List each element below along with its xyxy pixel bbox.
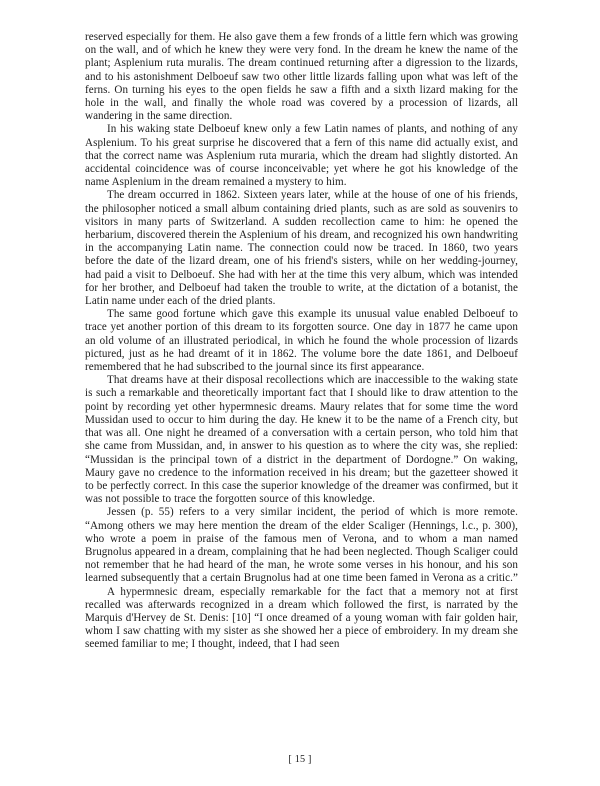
paragraph-1: reserved especially for them. He also gave them a few fronds of a little fern which was growing on the wall, and of which he knew they were very fond. In the dream he knew the name of the plant; Asplenium ruta muralis. The dream continued returning after a digression to the lizards, and to his astonishment Delboeuf saw two other little lizards falling upon what was left of the ferns. On turning his eyes to the open fields he saw a fifth and a sixth lizard making for the hole in the wall, and finally the whole road was covered by a procession of lizards, all wandering in the same direction.	[85, 31, 518, 123]
paragraph-2: In his waking state Delboeuf knew only a few Latin names of plants, and nothing of any Asplenium. To his great surprise he discovered that a fern of this name did actually exist, and that the correct name was Asplenium ruta muraria, which the dream had slightly distorted. An accidental coincidence was of course inconceivable; yet where he got his knowledge of the name Asplenium in the dream remained a mystery to him.	[85, 123, 518, 189]
paragraph-7: A hypermnesic dream, especially remarkable for the fact that a memory not at first recalled was afterwards recognized in a dream which followed the first, is narrated by the Marquis d'Hervey de St. Denis: [10] “I once dreamed of a young woman with fair golden hair, whom I saw chatting with my sister as she showed her a piece of embroidery. In my dream she seemed familiar to me; I thought, indeed, that I had seen	[85, 585, 518, 651]
paragraph-4: The same good fortune which gave this example its unusual value enabled Delboeuf to trace yet another portion of this dream to its forgotten source. One day in 1877 he came upon an old volume of an illustrated periodical, in which he found the whole procession of lizards pictured, just as he had dreamt of it in 1862. The volume bore the date 1861, and Delboeuf remembered that he had subscribed to the journal since its first appearance.	[85, 308, 518, 374]
body-text-column	[85, 31, 518, 652]
paragraph-3: The dream occurred in 1862. Sixteen years later, while at the house of one of his friends, the philosopher noticed a small album containing dried plants, such as are sold as souvenirs to visitors in many parts of Switzerland. A sudden recollection came to him: he opened the herbarium, discovered therein the Asplenium of his dream, and recognized his own handwriting in the accompanying Latin name. The connection could now be traced. In 1860, two years before the date of the lizard dream, one of his friend's sisters, while on her wedding-journey, had paid a visit to Delboeuf. She had with her at the time this very album, which was intended for her brother, and Delboeuf had taken the trouble to write, at the dictation of a botanist, the Latin name under each of the dried plants.	[85, 189, 518, 308]
paragraph-5: That dreams have at their disposal recollections which are inaccessible to the waking state is such a remarkable and theoretically important fact that I should like to draw attention to the point by recording yet other hypermnesic dreams. Maury relates that for some time the word Mussidan used to occur to him during the day. He knew it to be the name of a French city, but that was all. One night he dreamed of a conversation with a certain person, who told him that she came from Mussidan, and, in answer to his question as to where the city was, she replied: “Mussidan is the principal town of a district in the department of Dordogne.” On waking, Maury gave no credence to the information received in his dream; but the gazetteer showed it to be perfectly correct. In this case the superior knowledge of the dreamer was confirmed, but it was not possible to trace the forgotten source of this knowledge.	[85, 374, 518, 506]
paragraph-6: Jessen (p. 55) refers to a very similar incident, the period of which is more remote. “Among others we may here mention the dream of the elder Scaliger (Hennings, l.c., p. 300), who wrote a poem in praise of the famous men of Verona, and to whom a man named Brugnolus appeared in a dream, complaining that he had been neglected. Though Scaliger could not remember that he had heard of the man, he wrote some verses in his honour, and his son learned subsequently that a certain Brugnolus had at one time been famed in Verona as a critic.”	[85, 506, 519, 585]
page-number: [ 15 ]	[288, 754, 312, 765]
